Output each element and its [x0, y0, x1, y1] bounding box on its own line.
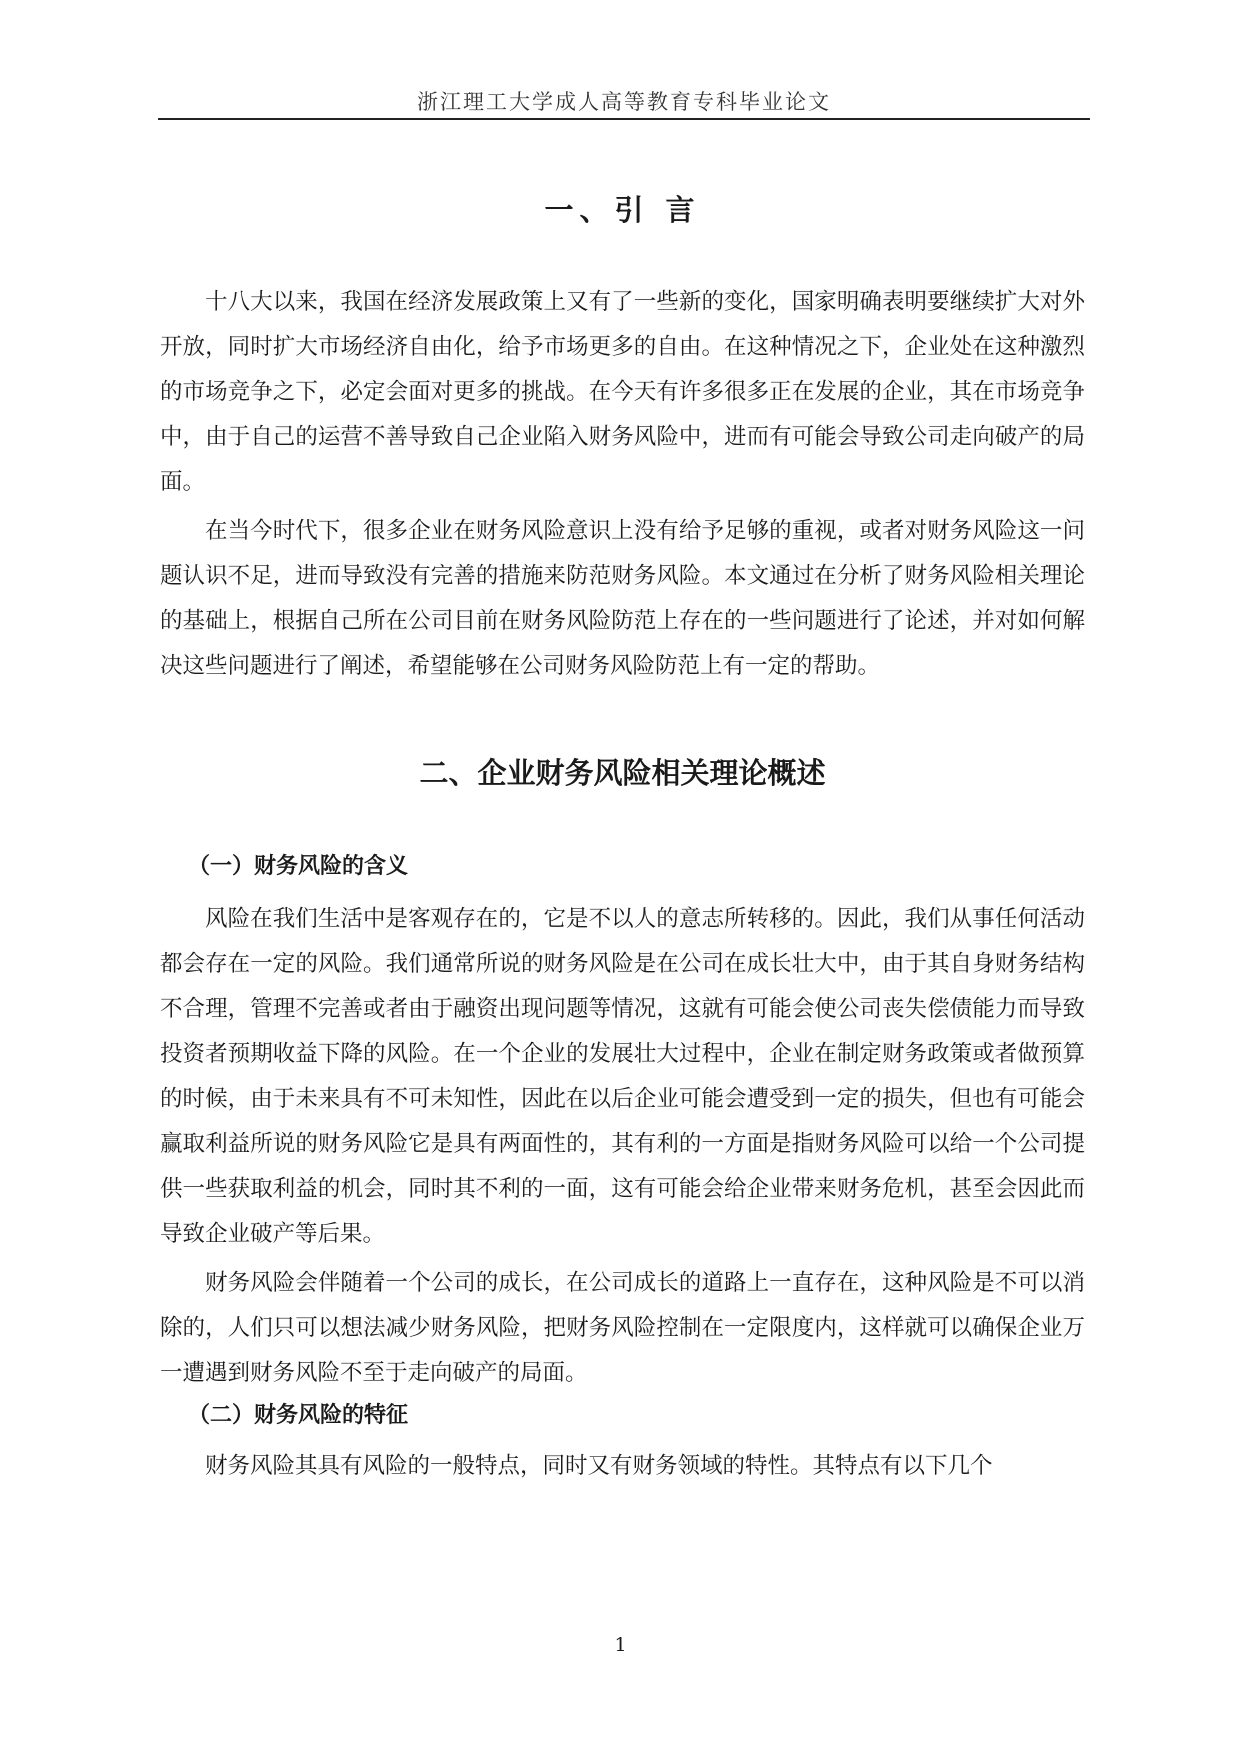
document-body: [160, 190, 1085, 1493]
subsection-heading-features: （二）财务风险的特征: [188, 1403, 409, 1428]
page-header: 浙江理工大学成人高等教育专科毕业论文: [158, 86, 1090, 120]
section-heading-theory-overview: 二、企业财务风险相关理论概述: [419, 756, 826, 790]
intro-paragraph-1: 十八大以来，我国在经济发展政策上又有了一些新的变化，国家明确表明要继续扩大对外开放，同时扩大市场经济自由化，给予市场更多的自由。在这种情况之下，企业处在这种激烈的市场竞争之下，必定会面对更多的挑战。在今天有许多很多正在发展的企业，其在市场竞争中，由于自己的运营不善导致自己企业陷入财务风险中，进而有可能会导致公司走向破产的局面。: [160, 289, 1085, 495]
section-heading-introduction: 一、引 言: [544, 193, 701, 227]
page-number: 1: [614, 1634, 627, 1656]
features-paragraph-1: 财务风险其具有风险的一般特点，同时又有财务领域的特性。其特点有以下几个: [205, 1453, 993, 1479]
meaning-paragraph-1: 风险在我们生活中是客观存在的，它是不以人的意志所转移的。因此，我们从事任何活动都会存在一定的风险。我们通常所说的财务风险是在公司在成长壮大中，由于其自身财务结构不合理，管理不完善或者由于融资出现问题等情况，这就有可能会使公司丧失偿债能力而导致投资者预期收益下降的风险。在一个企业的发展壮大过程中，企业在制定财务政策或者做预算的时候，由于未来具有不可未知性，因此在以后企业可能会遭受到一定的损失，但也有可能会赢取利益所说的财务风险它是具有两面性的，其有利的一方面是指财务风险可以给一个公司提供一些获取利益的机会，同时其不利的一面，这有可能会给企业带来财务危机，甚至会因此而导致企业破产等后果。: [160, 906, 1085, 1247]
meaning-paragraph-2: 财务风险会伴随着一个公司的成长，在公司成长的道路上一直存在，这种风险是不可以消除的，人们只可以想法减少财务风险，把财务风险控制在一定限度内，这样就可以确保企业万一遭遇到财务风险不至于走向破产的局面。: [160, 1270, 1085, 1386]
subsection-heading-meaning: （一）财务风险的含义: [188, 854, 409, 879]
intro-paragraph-2: 在当今时代下，很多企业在财务风险意识上没有给予足够的重视，或者对财务风险这一问题认识不足，进而导致没有完善的措施来防范财务风险。本文通过在分析了财务风险相关理论的基础上，根据自己所在公司目前在财务风险防范上存在的一些问题进行了论述，并对如何解决这些问题进行了阐述，希望能够在公司财务风险防范上有一定的帮助。: [160, 518, 1085, 679]
